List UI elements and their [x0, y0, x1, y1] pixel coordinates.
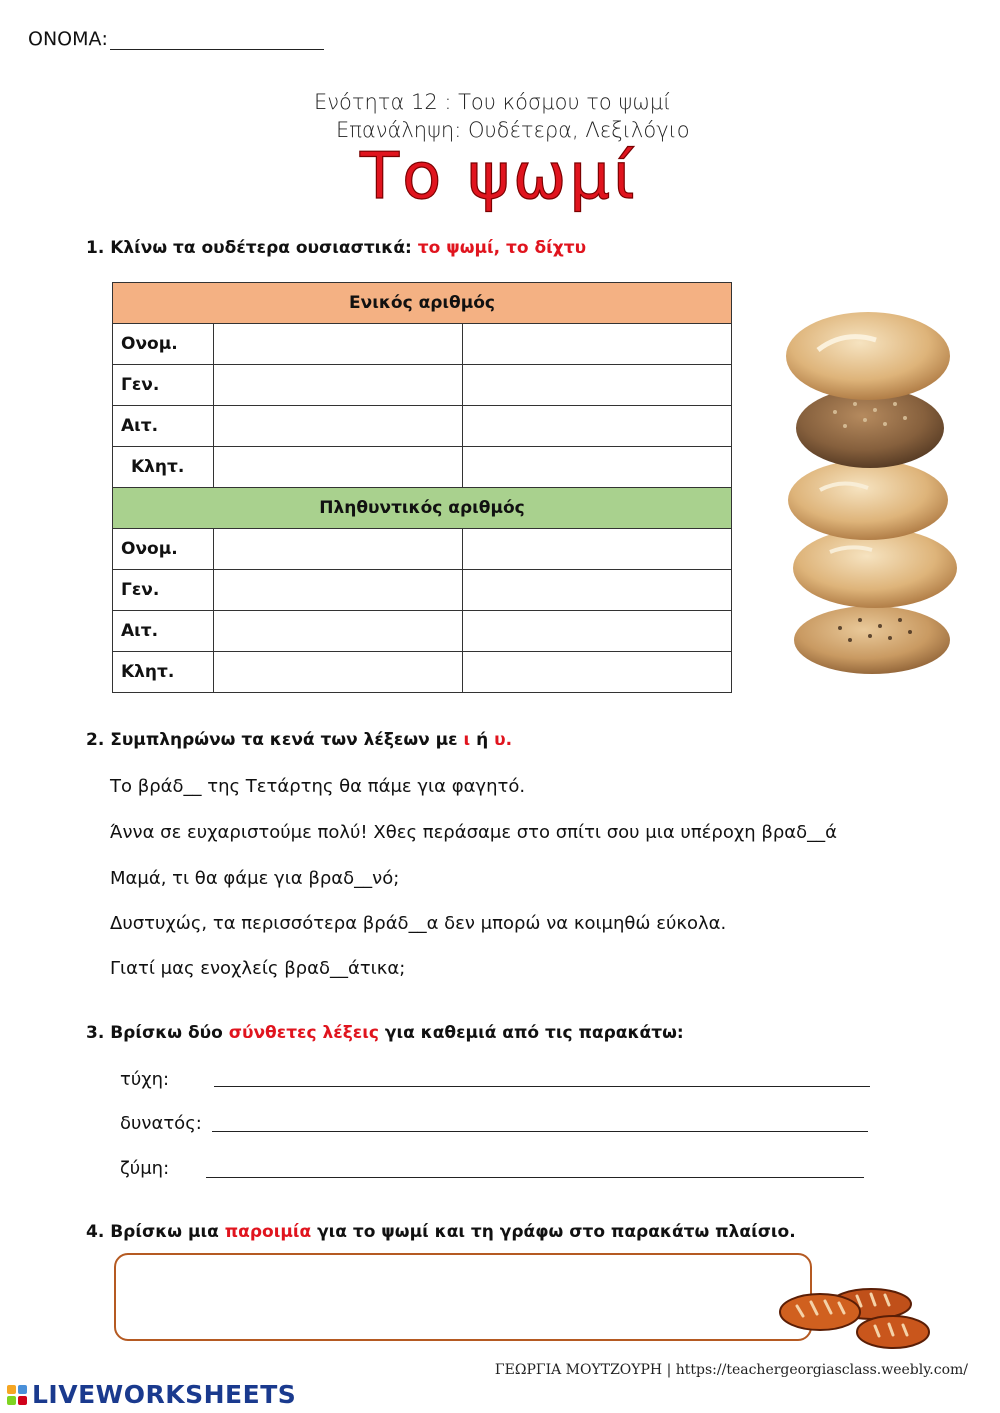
answer-cell[interactable]	[214, 447, 463, 488]
case-label: Ονομ.	[113, 529, 214, 570]
option-y: υ.	[494, 730, 513, 750]
answer-cell[interactable]	[463, 529, 732, 570]
question-1-number: 1.	[86, 238, 105, 258]
page-title: Το ψωμί	[360, 140, 638, 214]
answer-cell[interactable]	[214, 652, 463, 693]
option-i: ι	[463, 730, 471, 750]
answer-cell[interactable]	[214, 324, 463, 365]
answer-cell[interactable]	[214, 611, 463, 652]
question-4-number: 4.	[86, 1222, 105, 1242]
answer-cell[interactable]	[214, 406, 463, 447]
table-row	[113, 611, 732, 652]
word-label: τύχη:	[120, 1069, 170, 1090]
case-label: Κλητ.	[113, 652, 214, 693]
fill-sentence[interactable]: Μαμά, τι θα φάμε για βραδ__νό;	[110, 868, 400, 889]
answer-cell[interactable]	[214, 365, 463, 406]
liveworksheets-logo-icon	[6, 1384, 28, 1406]
fill-sentence[interactable]: Δυστυχώς, τα περισσότερα βράδ__α δεν μπορώ να κοιμηθώ εύκολα.	[110, 913, 727, 934]
declension-table	[112, 282, 732, 693]
case-label: Κλητ.	[113, 447, 214, 488]
review-line: Επανάληψη: Ουδέτερα, Λεξιλόγιο	[336, 118, 690, 142]
bread-stack-image	[780, 300, 960, 675]
unit-line: Ενότητα 12 : Του κόσμου το ψωμί	[314, 90, 672, 114]
question-4-text-before: Βρίσκω μια	[110, 1222, 219, 1242]
name-field	[28, 28, 324, 50]
answer-line[interactable]	[214, 1086, 870, 1087]
question-4-text-after: για το ψωμί και τη γράφω στο παρακάτω πλαίσιο.	[317, 1222, 796, 1242]
fill-sentence[interactable]: Άννα σε ευχαριστούμε πολύ! Χθες περάσαμε στο σπίτι σου μια υπέροχη βραδ__ά	[110, 822, 838, 843]
question-1-text: Κλίνω τα ουδέτερα ουσιαστικά:	[110, 238, 412, 258]
bread-loaves-icon	[775, 1282, 935, 1356]
case-label: Ονομ.	[113, 324, 214, 365]
table-row	[113, 447, 732, 488]
author-credit: ΓΕΩΡΓΙΑ ΜΟΥΤΖΟΥΡΗ | https://teachergeorgiasclass.weebly.com/	[494, 1362, 968, 1378]
name-blank-line[interactable]	[110, 31, 324, 50]
answer-cell[interactable]	[463, 406, 732, 447]
table-row	[113, 529, 732, 570]
word-label: δυνατός:	[120, 1113, 202, 1134]
table-row	[113, 365, 732, 406]
question-3-text-before: Βρίσκω δύο	[110, 1023, 223, 1043]
question-4	[86, 1222, 796, 1242]
answer-cell[interactable]	[463, 447, 732, 488]
plural-header: Πληθυντικός αριθμός	[113, 488, 732, 529]
proverb-answer-box[interactable]	[114, 1253, 812, 1341]
question-4-highlight: παροιμία	[224, 1222, 312, 1242]
case-label: Αιτ.	[113, 406, 214, 447]
answer-cell[interactable]	[463, 365, 732, 406]
name-label: ΟΝΟΜΑ:	[28, 28, 108, 50]
fill-sentence[interactable]: Το βράδ__ της Τετάρτης θα πάμε για φαγητό.	[110, 776, 526, 797]
question-2-text: Συμπληρώνω τα κενά των λέξεων με	[110, 730, 458, 750]
answer-cell[interactable]	[214, 570, 463, 611]
answer-cell[interactable]	[463, 652, 732, 693]
option-or: ή	[476, 730, 489, 750]
table-row	[113, 324, 732, 365]
answer-cell[interactable]	[214, 529, 463, 570]
question-3	[86, 1023, 684, 1043]
answer-line[interactable]	[206, 1177, 864, 1178]
singular-header: Ενικός αριθμός	[113, 283, 732, 324]
answer-line[interactable]	[212, 1131, 868, 1132]
table-row	[113, 570, 732, 611]
question-3-number: 3.	[86, 1023, 105, 1043]
question-3-highlight: σύνθετες λέξεις	[228, 1023, 379, 1043]
question-1-highlight: το ψωμί, το δίχτυ	[417, 238, 587, 258]
question-2-number: 2.	[86, 730, 105, 750]
liveworksheets-label: LIVEWORKSHEETS	[32, 1380, 297, 1409]
word-label: ζύμη:	[120, 1158, 170, 1179]
case-label: Αιτ.	[113, 611, 214, 652]
liveworksheets-brand[interactable]	[6, 1380, 296, 1409]
question-2	[86, 730, 512, 750]
answer-cell[interactable]	[463, 324, 732, 365]
answer-cell[interactable]	[463, 570, 732, 611]
case-label: Γεν.	[113, 365, 214, 406]
question-3-text-after: για καθεμιά από τις παρακάτω:	[384, 1023, 684, 1043]
question-1	[86, 238, 586, 258]
table-row	[113, 406, 732, 447]
case-label: Γεν.	[113, 570, 214, 611]
table-row	[113, 652, 732, 693]
fill-sentence[interactable]: Γιατί μας ενοχλείς βραδ__άτικα;	[110, 958, 406, 979]
answer-cell[interactable]	[463, 611, 732, 652]
